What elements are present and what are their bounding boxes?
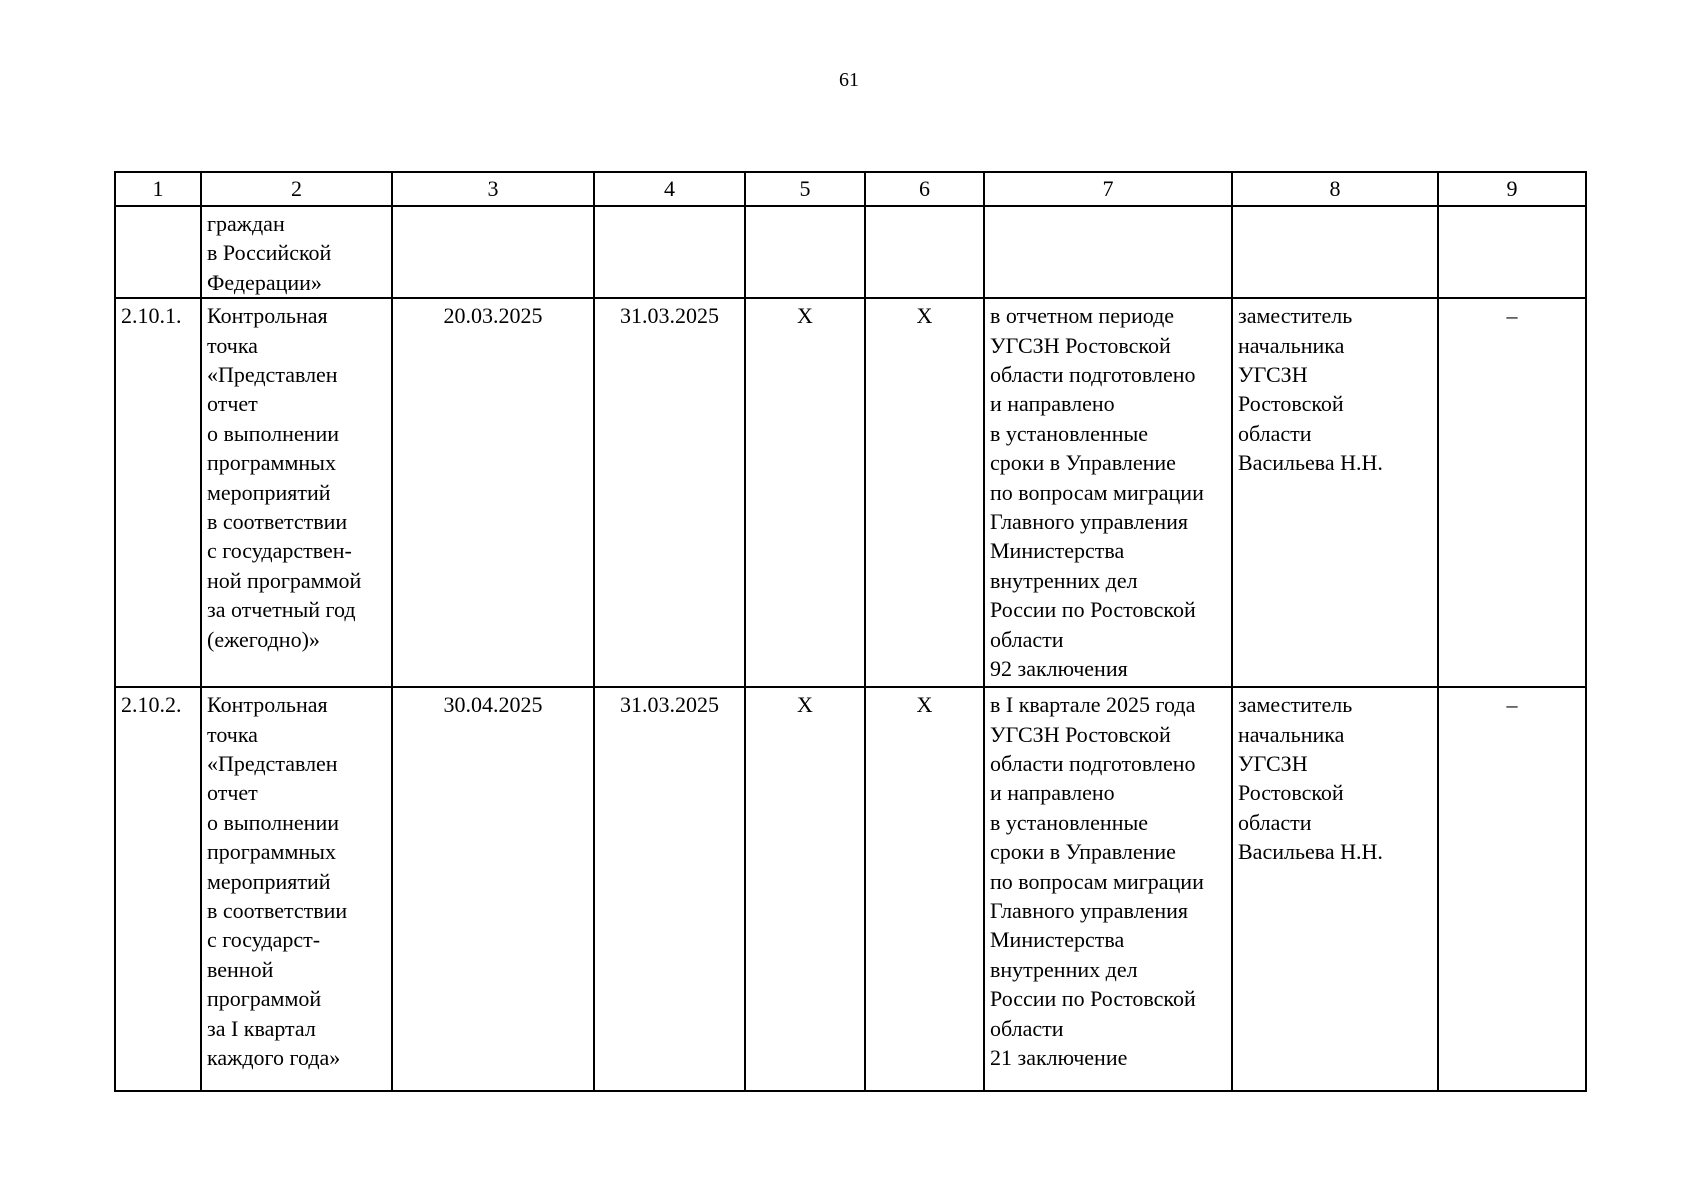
row-number-cell: 2.10.1. xyxy=(115,298,201,687)
header-cell: 2 xyxy=(201,172,392,206)
col6-cell xyxy=(865,206,984,298)
table-header-row xyxy=(115,172,1586,206)
event-name-cell: граждан в Российской Федерации» xyxy=(201,206,392,298)
col9-cell: – xyxy=(1438,687,1586,1091)
planned-date-cell: 20.03.2025 xyxy=(392,298,594,687)
table-row xyxy=(115,687,1586,1091)
row-number-cell: 2.10.2. xyxy=(115,687,201,1091)
col6-cell: X xyxy=(865,298,984,687)
col9-cell: – xyxy=(1438,298,1586,687)
responsible-cell: заместитель начальника УГСЗН Ростовской области Васильева Н.Н. xyxy=(1232,298,1438,687)
event-name-cell: Контрольная точка «Представлен отчет о выполнении программных мероприятий в соответствии с государствен- ной программой за отчетный год (ежегодно)» xyxy=(201,298,392,687)
responsible-cell xyxy=(1232,206,1438,298)
responsible-cell: заместитель начальника УГСЗН Ростовской области Васильева Н.Н. xyxy=(1232,687,1438,1091)
table-row xyxy=(115,206,1586,298)
planned-date-cell: 30.04.2025 xyxy=(392,687,594,1091)
col5-cell xyxy=(745,206,865,298)
header-cell: 3 xyxy=(392,172,594,206)
header-cell: 7 xyxy=(984,172,1232,206)
event-name-cell: Контрольная точка «Представлен отчет о выполнении программных мероприятий в соответствии с государст- венной программой за I квартал каждого года» xyxy=(201,687,392,1091)
result-cell: в I квартале 2025 года УГСЗН Ростовской области подготовлено и направлено в установленные сроки в Управление по вопросам миграции Главного управления Министерства внутренних дел России по Ростовской области 21 заключение xyxy=(984,687,1232,1091)
col5-cell: X xyxy=(745,298,865,687)
header-cell: 4 xyxy=(594,172,745,206)
table-row xyxy=(115,298,1586,687)
planned-date-cell xyxy=(392,206,594,298)
header-cell: 9 xyxy=(1438,172,1586,206)
actual-date-cell: 31.03.2025 xyxy=(594,298,745,687)
actual-date-cell: 31.03.2025 xyxy=(594,687,745,1091)
result-cell xyxy=(984,206,1232,298)
report-table xyxy=(114,171,1587,1092)
actual-date-cell xyxy=(594,206,745,298)
page-number: 61 xyxy=(839,69,859,91)
col6-cell: X xyxy=(865,687,984,1091)
col5-cell: X xyxy=(745,687,865,1091)
header-cell: 6 xyxy=(865,172,984,206)
result-cell: в отчетном периоде УГСЗН Ростовской области подготовлено и направлено в установленные сроки в Управление по вопросам миграции Главного управления Министерства внутренних дел России по Ростовской области 92 заключения xyxy=(984,298,1232,687)
row-number-cell xyxy=(115,206,201,298)
col9-cell xyxy=(1438,206,1586,298)
header-cell: 8 xyxy=(1232,172,1438,206)
header-cell: 5 xyxy=(745,172,865,206)
header-cell: 1 xyxy=(115,172,201,206)
